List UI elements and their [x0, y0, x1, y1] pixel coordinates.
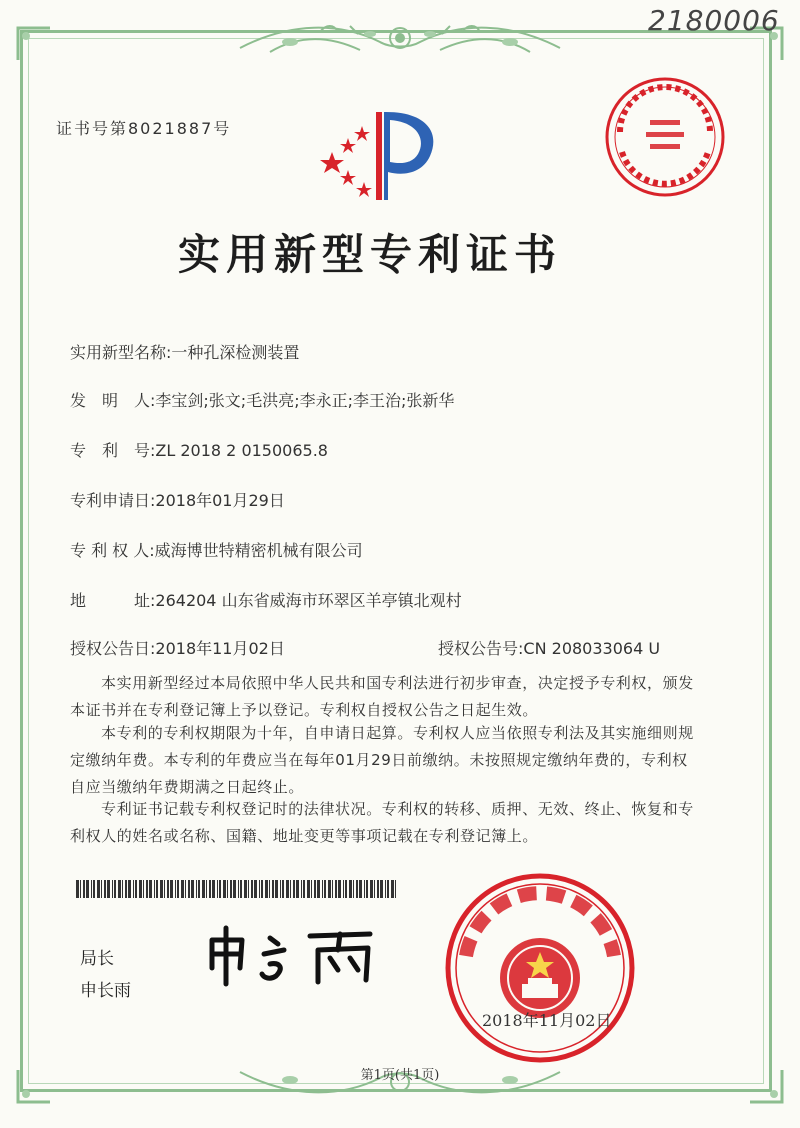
field-label: 地 址:	[70, 591, 156, 610]
field-value: 威海博世特精密机械有限公司	[154, 541, 363, 560]
field-label: 授权公告日:	[70, 639, 156, 658]
field-label: 专 利 号:	[70, 441, 156, 460]
page-number: 第1页(共1页)	[360, 1068, 440, 1083]
field-inventors	[70, 388, 454, 411]
field-label: 专利申请日:	[70, 491, 156, 510]
certificate-title: 实用新型专利证书	[177, 230, 562, 279]
signature-name: 申长雨	[80, 981, 131, 1001]
field-label: 发 明 人:	[70, 391, 156, 410]
field-label: 实用新型名称:	[70, 343, 172, 362]
tax-stamp-seal-icon	[600, 72, 730, 202]
cnipa-official-seal-icon	[440, 868, 640, 1068]
field-label: 授权公告号:	[438, 639, 524, 658]
floral-ornament-top-icon	[230, 12, 570, 66]
field-name	[70, 340, 299, 363]
field-patentee	[70, 538, 363, 561]
paragraph-patent-term: 本专利的专利权期限为十年，自申请日起算。专利权人应当依照专利法及其实施细则规定缴纳年费。本专利的年费应当在每年01月29日前缴纳。未按照规定缴纳年费的，专利权自应当缴纳年费期满之日起终止。	[70, 724, 694, 796]
cnipa-logo-icon	[318, 104, 448, 204]
signature-title: 局长	[80, 949, 114, 969]
field-label: 专 利 权 人:	[70, 541, 155, 560]
field-grant-number	[438, 636, 660, 659]
handwritten-signature-icon	[200, 920, 390, 990]
field-value: CN 208033064 U	[523, 639, 661, 658]
field-value: 264204 山东省威海市环翠区羊亭镇北观村	[155, 591, 462, 610]
corner-ornament-icon	[14, 24, 54, 64]
field-application-date	[70, 488, 285, 511]
seal-date: 2018年11月02日	[482, 1011, 612, 1030]
field-value: 2018年11月02日	[155, 639, 285, 658]
handwritten-note: 2180006	[648, 4, 780, 37]
certificate-number: 证书号第8021887号	[56, 119, 232, 138]
field-grant-date	[70, 636, 285, 659]
field-value: 一种孔深检测装置	[171, 343, 300, 362]
field-value: ZL 2018 2 0150065.8	[155, 441, 328, 460]
barcode-icon	[76, 880, 400, 898]
paragraph-legal-status: 专利证书记载专利权登记时的法律状况。专利权的转移、质押、无效、终止、恢复和专利权人的姓名或名称、国籍、地址变更等事项记载在专利登记簿上。	[70, 800, 694, 845]
field-value: 李宝剑;张文;毛洪亮;李永正;李王治;张新华	[155, 391, 455, 410]
field-address	[70, 588, 462, 611]
field-patent-number	[70, 438, 328, 461]
field-value: 2018年01月29日	[155, 491, 285, 510]
paragraph-grant-notice: 本实用新型经过本局依照中华人民共和国专利法进行初步审查，决定授予专利权，颁发本证书并在专利登记簿上予以登记。专利权自授权公告之日起生效。	[70, 674, 694, 719]
